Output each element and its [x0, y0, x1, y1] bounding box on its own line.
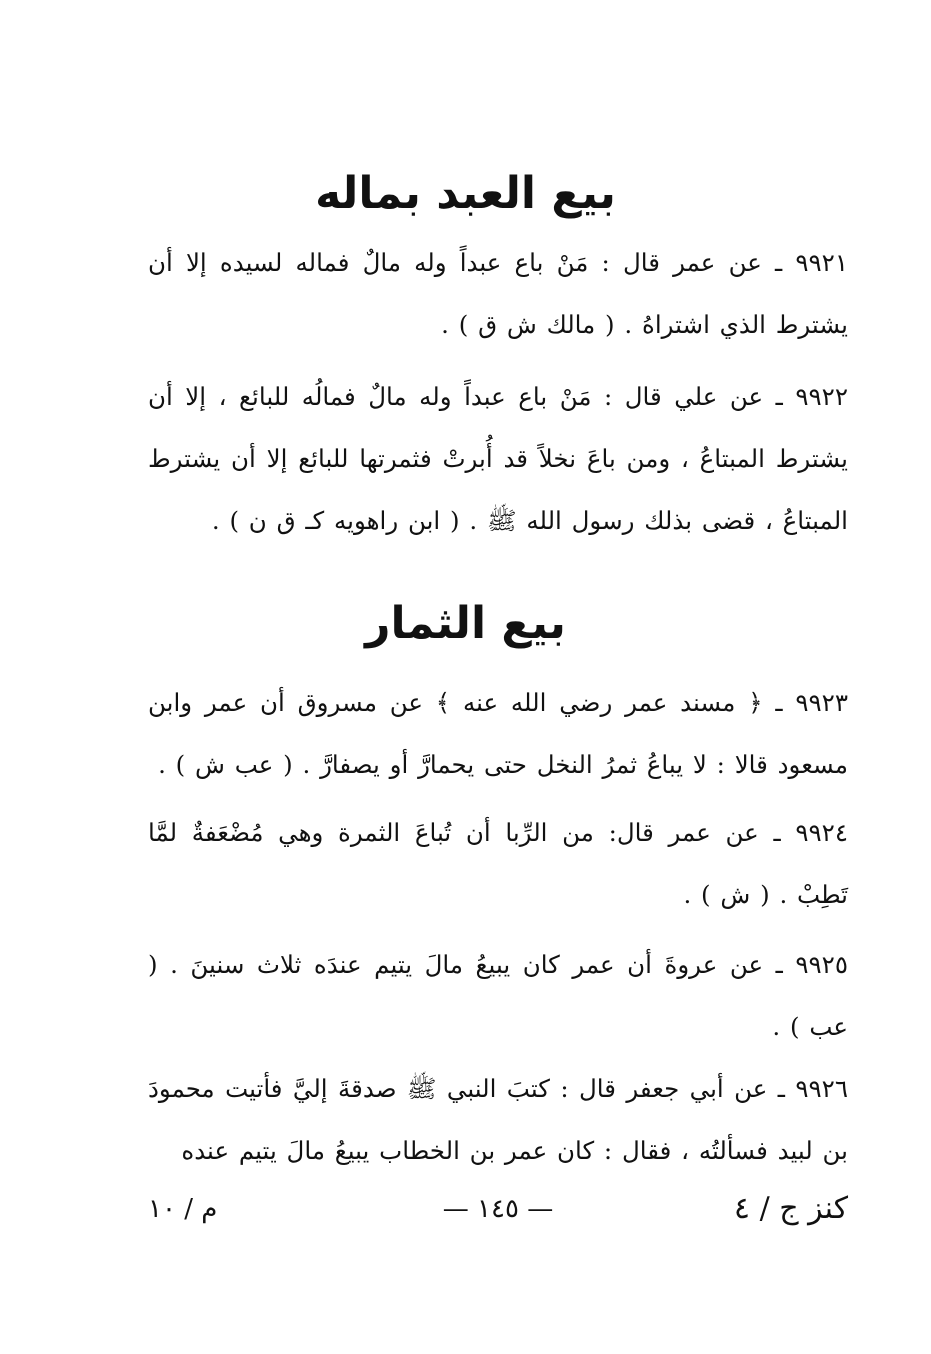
hadith-number: ٩٩٢٢ [795, 382, 848, 411]
section-heading-sale-of-slave: بيع العبد بماله [315, 168, 616, 219]
hadith-9922 [148, 366, 848, 552]
hadith-text: ـ عن علي قال : مَنْ باع عبداً وله مالٌ فمالُه للبائع ، إلا أن يشترط المبتاعُ ، ومن باعَ نخلاً قد أُبرتْ فثمرتها للبائع إلا أن يشترط المبتاعُ ، قضى بذلك رسول الله ﷺ . ( ابن راهويه كـ ق ن ) . [148, 382, 848, 535]
hadith-text: ـ عن عمر قال: من الرِّبا أن تُباعَ الثمرة وهي مُضْعَفةٌ لمَّا تَطِبْ . ( ش ) . [148, 818, 848, 909]
hadith-9926 [148, 1058, 848, 1182]
hadith-9924 [148, 802, 848, 926]
hadith-9923 [148, 672, 848, 796]
hadith-text: ـ ﴿ مسند عمر رضي الله عنه ﴾ عن مسروق أن عمر وابن مسعود قالا : لا يباعُ ثمرُ النخل حتى يحمارَّ أو يصفارَّ . ( عب ش ) . [148, 688, 848, 779]
signature-mark: م / ١٠ [148, 1194, 218, 1224]
hadith-number: ٩٩٢٣ [795, 688, 848, 717]
hadith-9921 [148, 232, 848, 356]
hadith-number: ٩٩٢١ [795, 248, 848, 277]
page-footer [148, 1184, 848, 1234]
hadith-9925 [148, 934, 848, 1058]
hadith-text: ـ عن أبي جعفر قال : كتبَ النبي ﷺ صدقةَ إليَّ فأتيت محمودَ بن لبيد فسألتُه ، فقال : كان عمر بن الخطاب يبيعُ مالَ يتيم عنده [148, 1074, 848, 1165]
hadith-number: ٩٩٢٤ [795, 818, 848, 847]
page-number: — ١٤٥ — [442, 1194, 554, 1224]
hadith-number: ٩٩٢٦ [795, 1074, 848, 1103]
hadith-text: ـ عن عروةَ أن عمر كان يبيعُ مالَ يتيم عندَه ثلاث سنينَ . ( عب ) . [148, 950, 848, 1041]
hadith-text: ـ عن عمر قال : مَنْ باع عبداً وله مالٌ فماله لسيده إلا أن يشترط الذي اشتراهُ . ( مالك ش ق ) . [148, 248, 848, 339]
hadith-number: ٩٩٢٥ [795, 950, 848, 979]
section-heading-sale-of-fruits: بيع الثمار [365, 598, 566, 649]
volume-mark: كنز ج / ٤ [733, 1191, 848, 1226]
